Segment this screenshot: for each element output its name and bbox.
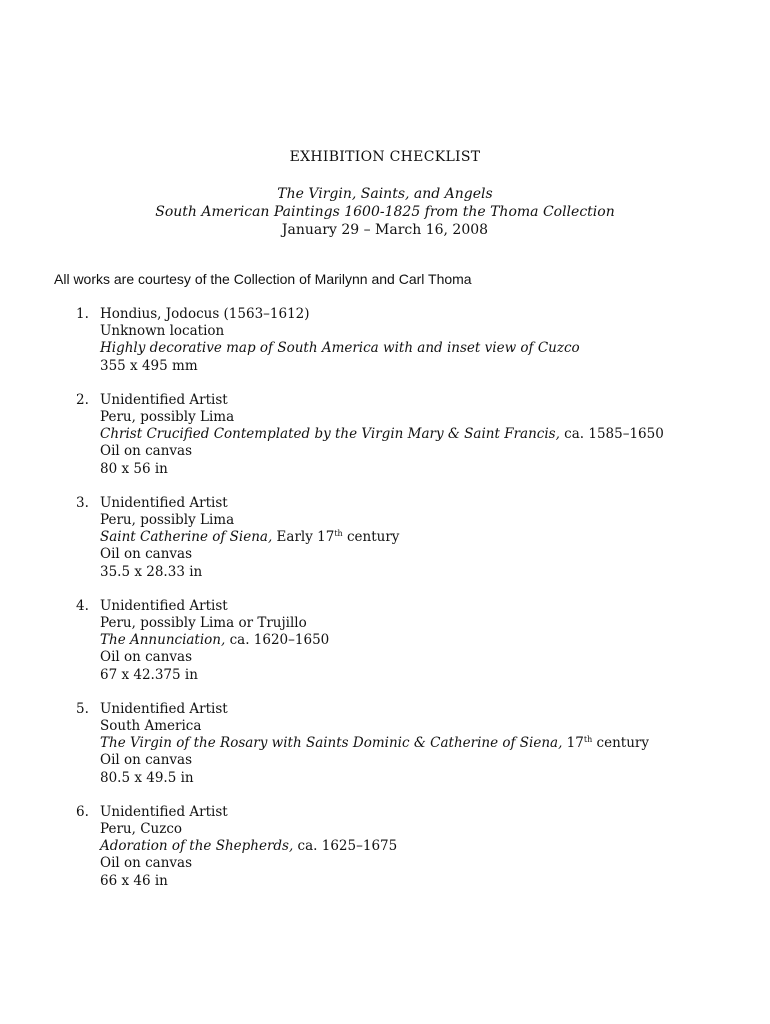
checklist-entry	[0, 598, 770, 684]
entry-date: ca. 1625–1675	[293, 838, 398, 855]
entry-number: 5.	[76, 700, 89, 717]
checklist-entry	[0, 701, 770, 787]
entry-dimensions: 355 x 495 mm	[100, 357, 198, 374]
entry-artist: Unidentified Artist	[100, 700, 228, 717]
entry-number: 1.	[76, 306, 89, 322]
entry-date-superscript: th	[334, 529, 343, 539]
entry-medium: Oil on canvas	[100, 855, 193, 872]
entry-number: 3.	[76, 494, 89, 511]
entry-title-line	[100, 529, 770, 546]
entry-origin: South America	[100, 718, 202, 735]
entry-medium: Oil on canvas	[100, 752, 193, 769]
entry-date-prefix: Early 17	[272, 529, 335, 546]
entry-date-suffix: century	[592, 735, 649, 752]
entry-title-line	[100, 838, 770, 855]
entry-dimensions: 35.5 x 28.33 in	[100, 563, 203, 580]
entry-title: Christ Crucified Contemplated by the Virgin Mary & Saint Francis,	[100, 426, 560, 443]
exhibition-name: The Virgin, Saints, and Angels	[277, 186, 493, 202]
entry-date: ca. 1585–1650	[559, 426, 664, 443]
checklist-entry	[0, 306, 770, 375]
page-title: EXHIBITION CHECKLIST	[289, 149, 481, 165]
entry-number: 4.	[76, 597, 89, 614]
entry-dimensions: 80.5 x 49.5 in	[100, 769, 194, 786]
entry-title: Saint Catherine of Siena,	[100, 529, 273, 546]
entry-medium: Oil on canvas	[100, 649, 193, 666]
entry-title: Adoration of the Shepherds,	[100, 838, 294, 855]
exhibition-subtitle: South American Paintings 1600-1825 from the Thoma Collection	[155, 204, 615, 220]
entry-artist: Hondius, Jodocus (1563–1612)	[100, 306, 310, 322]
entry-artist: Unidentified Artist	[100, 597, 228, 614]
entry-number: 2.	[76, 391, 89, 408]
entry-medium: Oil on canvas	[100, 546, 193, 563]
entry-date-prefix: 17	[562, 735, 584, 752]
entry-title: The Annunciation,	[100, 632, 226, 649]
entry-artist: Unidentified Artist	[100, 391, 228, 408]
checklist-entry	[0, 495, 770, 581]
entry-title: Highly decorative map of South America with and inset view of Cuzco	[100, 340, 580, 357]
entry-title-line	[100, 735, 770, 752]
entry-origin: Unknown location	[100, 323, 225, 340]
entry-origin: Peru, possibly Lima or Trujillo	[100, 615, 307, 632]
checklist-entry	[0, 392, 770, 478]
entry-number: 6.	[76, 803, 89, 820]
entry-title-line	[100, 426, 770, 443]
entry-artist: Unidentified Artist	[100, 803, 228, 820]
entry-origin: Peru, Cuzco	[100, 821, 183, 838]
entry-date: ca. 1620–1650	[225, 632, 330, 649]
entry-title-line	[100, 632, 770, 649]
entry-title: The Virgin of the Rosary with Saints Dominic & Catherine of Siena,	[100, 735, 563, 752]
checklist-entry	[0, 804, 770, 890]
entry-dimensions: 67 x 42.375 in	[100, 666, 198, 683]
entry-date-suffix: century	[342, 529, 400, 546]
entry-medium: Oil on canvas	[100, 443, 193, 460]
entry-artist: Unidentified Artist	[100, 494, 228, 511]
checklist	[0, 306, 770, 907]
entry-date-superscript: th	[583, 735, 593, 745]
entry-dimensions: 66 x 46 in	[100, 872, 168, 889]
entry-origin: Peru, possibly Lima	[100, 409, 235, 426]
courtesy-note: All works are courtesy of the Collection of Marilynn and Carl Thoma	[54, 271, 472, 287]
entry-dimensions: 80 x 56 in	[100, 460, 168, 477]
exhibition-dates: January 29 – March 16, 2008	[281, 222, 489, 238]
entry-origin: Peru, possibly Lima	[100, 512, 235, 529]
